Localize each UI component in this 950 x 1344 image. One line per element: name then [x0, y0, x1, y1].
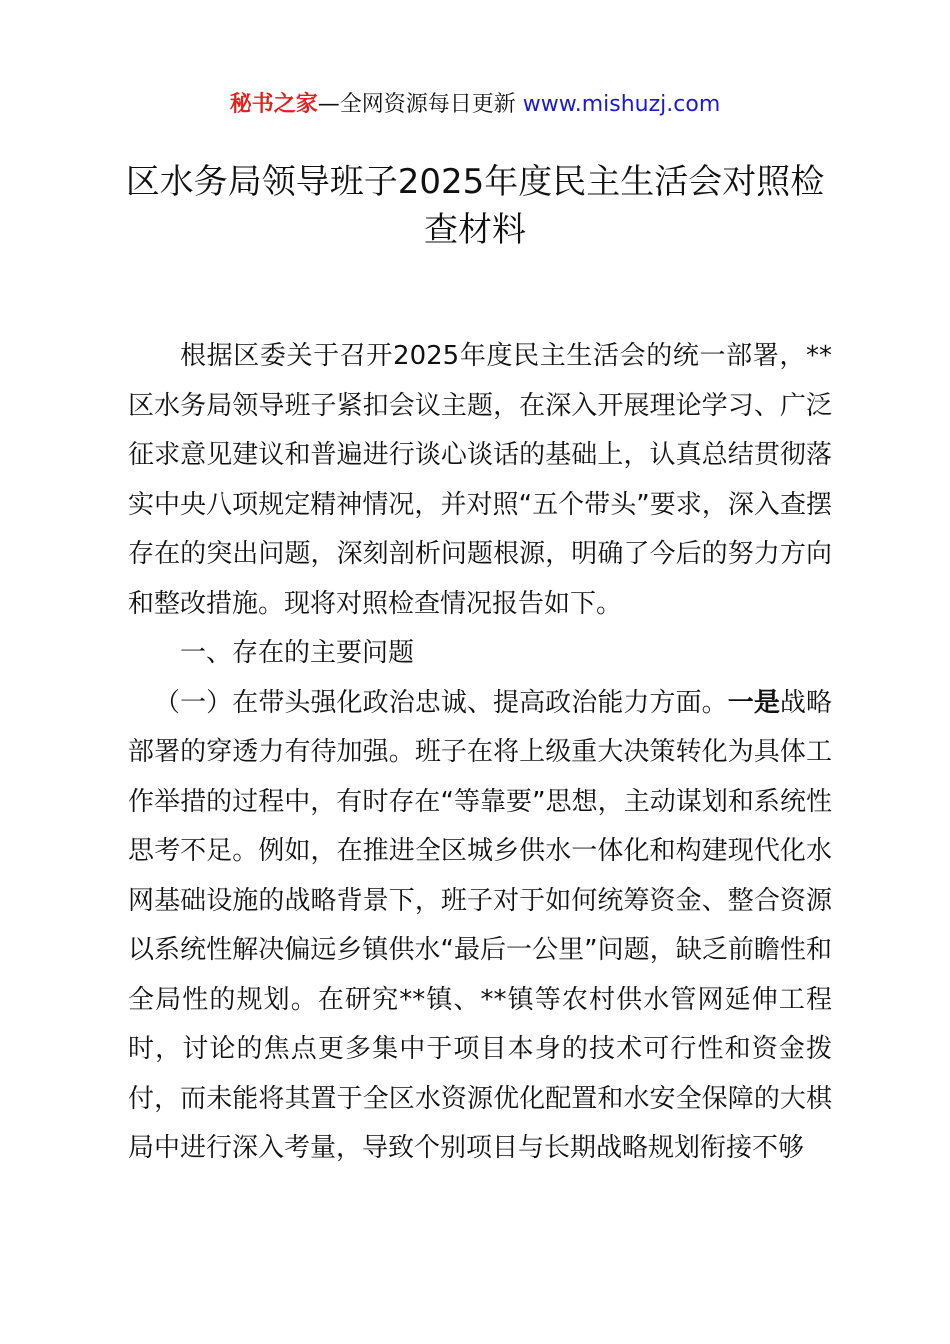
site-url-link[interactable]: www.mishuzj.com — [522, 92, 721, 117]
section-heading: 一、存在的主要问题 — [180, 638, 415, 668]
subsection-text: 战略部署的穿透力有待加强。班子在将上级重大决策转化为具体工作举措的过程中，有时存在“等靠要”思想，主动谋划和系统性思考不足。例如，在推进全区城乡供水一体化和构建现代化水网基础设施的战略背景下，班子对于如何统筹资金、整合资源以系统性解决偏远乡镇供水“最后一公里”问题，缺乏前瞻性和全局性的规划。在研究**镇、**镇等农村供水管网延伸工程时，讨论的焦点更多集中于项目本身的技术可行性和资金拨付，而未能将其置于全区水资源优化配置和水安全保障的大棋局中进行深入考量，导致个别项目与长期战略规划衔接不够 — [128, 687, 832, 1163]
header-tagline: —全网资源每日更新 — [317, 92, 523, 117]
intro-paragraph: 根据区委关于召开2025年度民主生活会的统一部署，**区水务局领导班子紧扣会议主题，在深入开展理论学习、广泛征求意见建议和普遍进行谈心谈话的基础上，认真总结贯彻落实中央八项规定精神情况，并对照“五个带头”要求，深入查摆存在的突出问题，深刻剖析问题根源，明确了今后的努力方向和整改措施。现将对照检查情况报告如下。 — [128, 341, 832, 619]
document-title: 区水务局领导班子2025年度民主生活会对照检查材料 — [125, 162, 825, 250]
site-header-banner — [0, 88, 950, 122]
document-body — [128, 332, 832, 1174]
subsection-lead: （一）在带头强化政治忠诚、提高政治能力方面。 — [154, 687, 728, 718]
subsection-paragraph — [128, 679, 832, 1174]
brand-name: 秘书之家 — [229, 92, 318, 117]
subsection-point-marker: 一是 — [727, 687, 780, 718]
